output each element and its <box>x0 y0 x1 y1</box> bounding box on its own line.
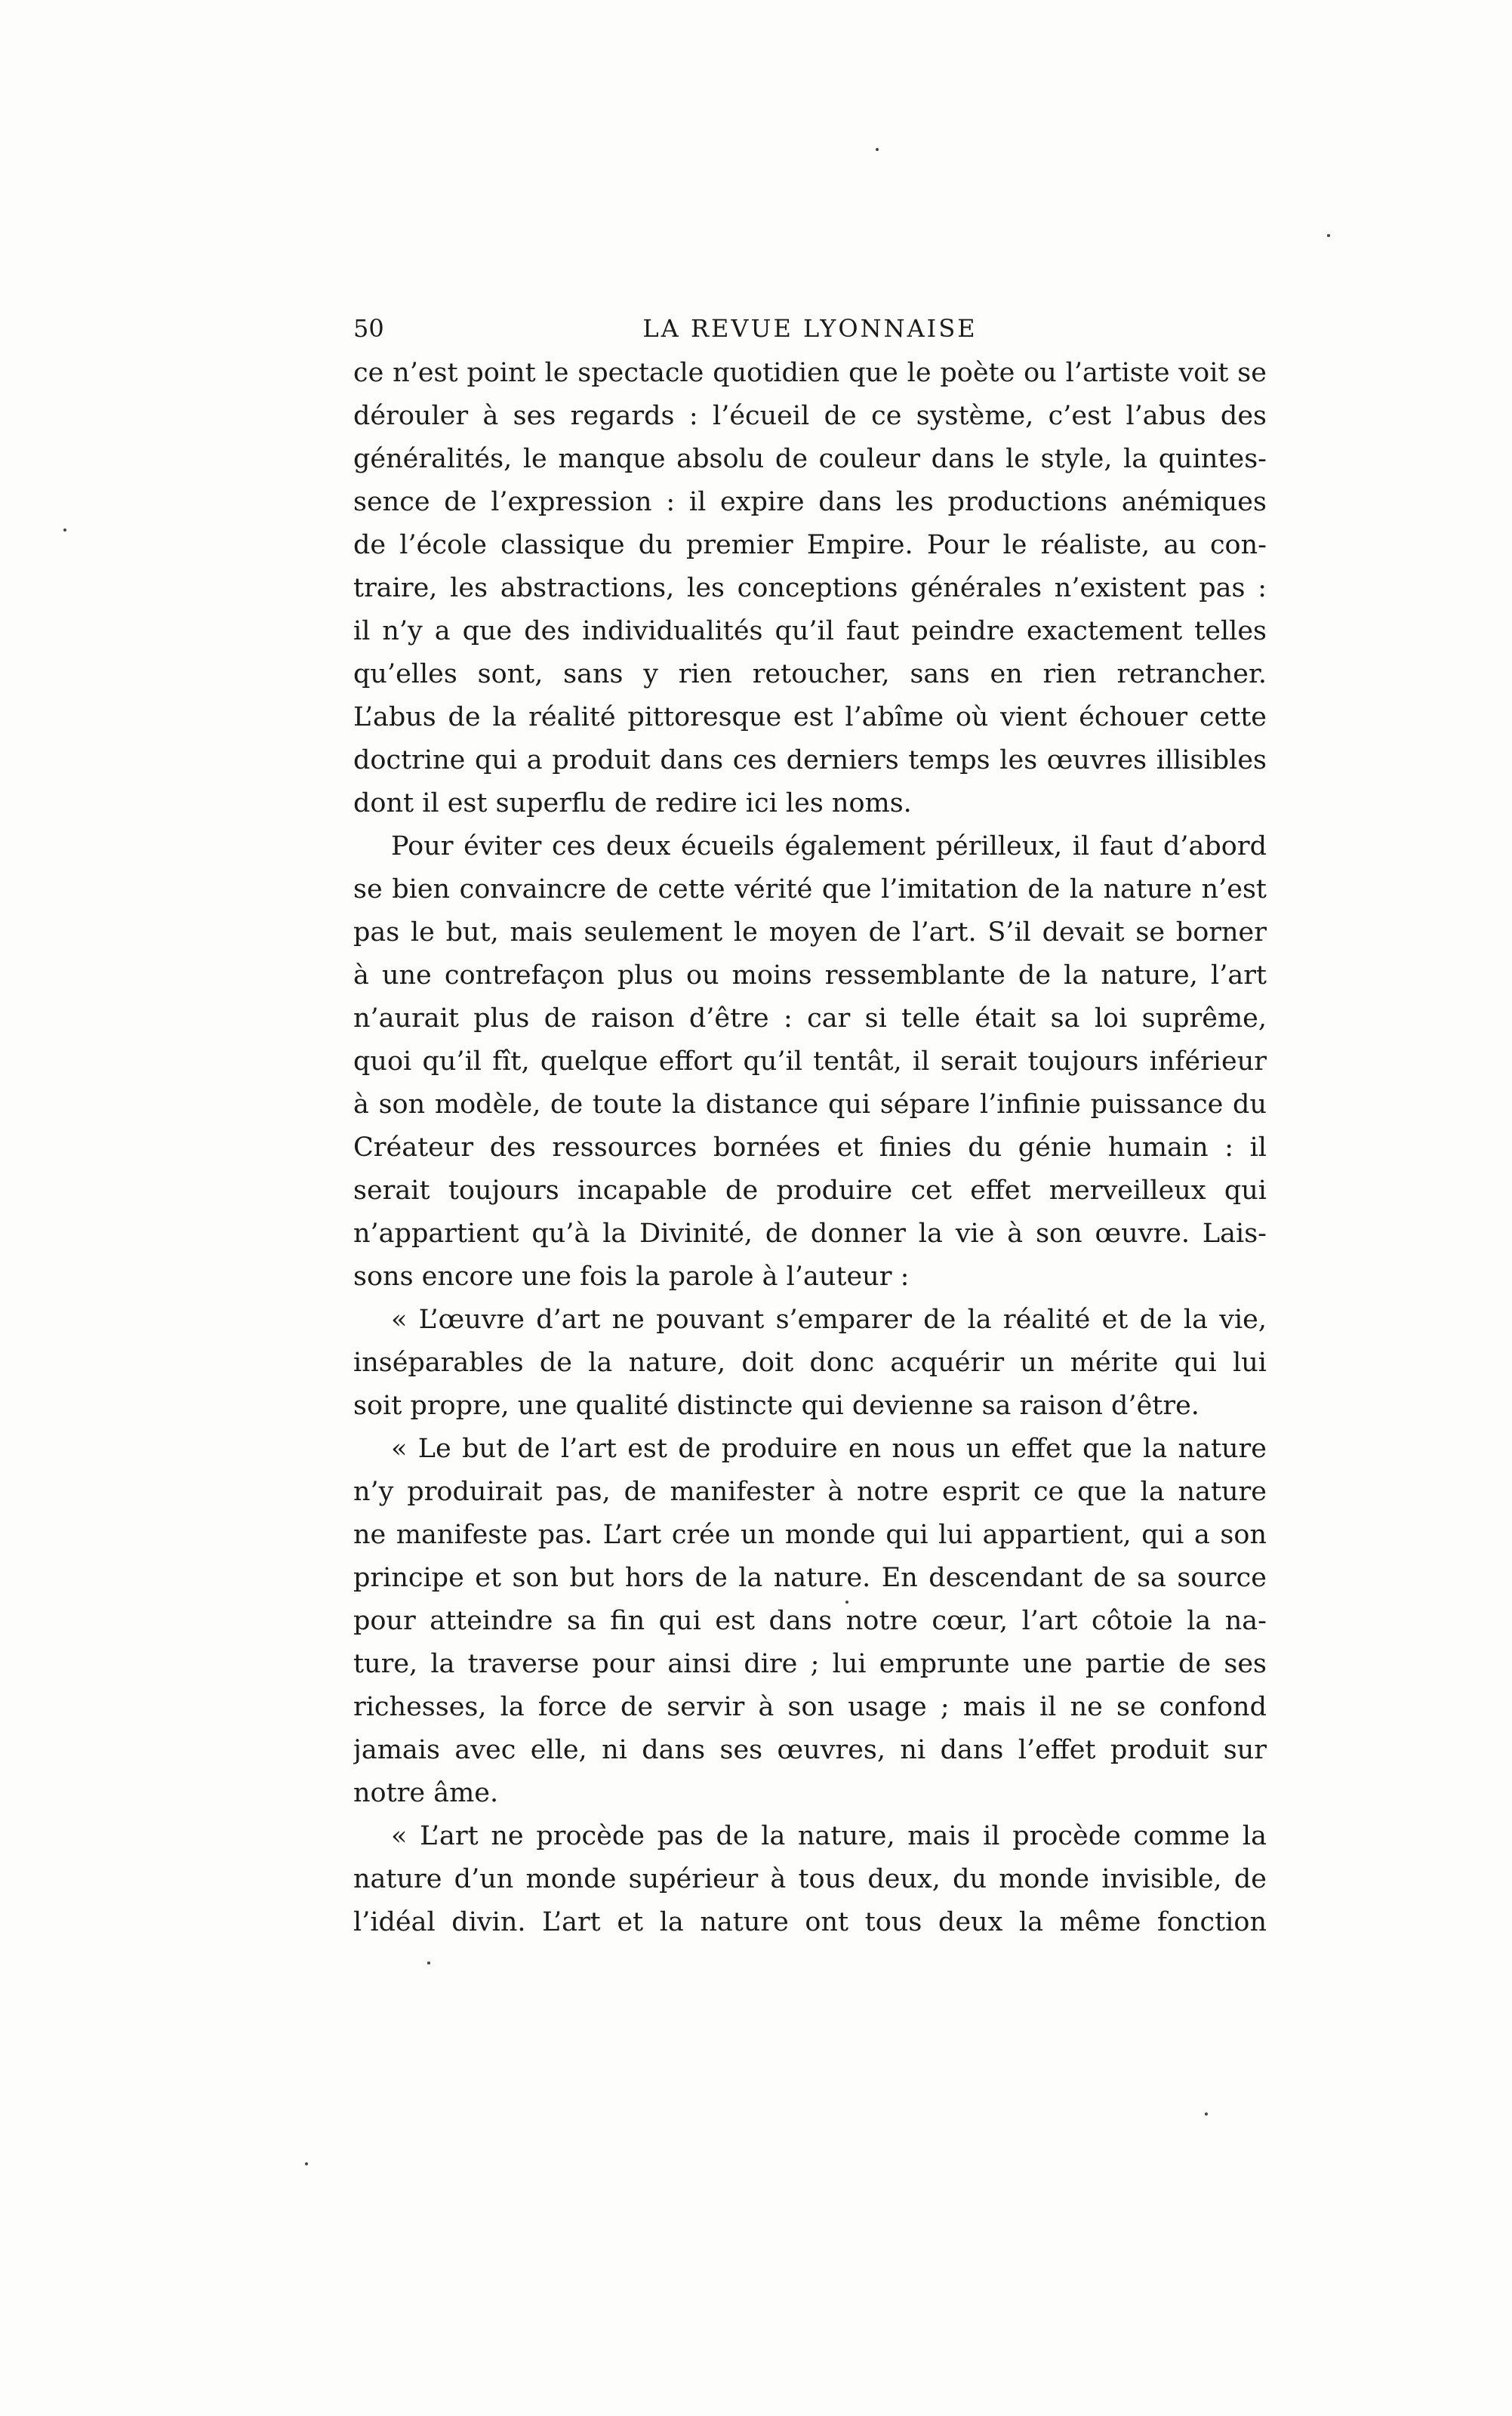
text-line: il n’y a que des individualités qu’il faut peindre exactement telles <box>353 616 1267 646</box>
text-line: ce n’est point le spectacle quotidien que le poète ou l’artiste voit se <box>353 358 1267 388</box>
paragraph <box>353 352 1267 825</box>
text-line: doctrine qui a produit dans ces derniers temps les œuvres illisibles <box>353 745 1267 775</box>
text-line: qu’elles sont, sans y rien retoucher, sans en rien retrancher. <box>353 659 1267 689</box>
ink-speck <box>1205 2112 1208 2116</box>
text-line: notre âme. <box>353 1778 499 1808</box>
text-line: ne manifeste pas. L’art crée un monde qui lui appartient, qui a son <box>353 1520 1267 1550</box>
text-line: « Le but de l’art est de produire en nous un effet que la nature <box>391 1434 1267 1464</box>
text-line: l’idéal divin. L’art et la nature ont tous deux la même fonction <box>353 1907 1267 1937</box>
paragraph <box>353 1815 1267 1944</box>
text-line: soit propre, une qualité distincte qui devienne sa raison d’être. <box>353 1391 1199 1421</box>
text-line: pour atteindre sa fin qui est dans notre cœur, l’art côtoie la na- <box>353 1606 1267 1636</box>
text-line: traire, les abstractions, les conceptions générales n’existent pas : <box>353 573 1267 603</box>
paragraph <box>353 825 1267 1299</box>
text-line: pas le but, mais seulement le moyen de l’art. S’il devait se borner <box>353 917 1267 948</box>
text-line: n’aurait plus de raison d’être : car si telle était sa loi suprême, <box>353 1003 1267 1034</box>
running-head <box>353 305 1267 352</box>
ink-speck <box>1327 234 1330 237</box>
text-line: Pour éviter ces deux écueils également périlleux, il faut d’abord <box>391 831 1267 861</box>
text-line: « L’art ne procède pas de la nature, mais il procède comme la <box>391 1821 1267 1851</box>
page-number: 50 <box>353 314 384 343</box>
text-line: L’abus de la réalité pittoresque est l’abîme où vient échouer cette <box>353 702 1267 732</box>
text-line: quoi qu’il fît, quelque effort qu’il tentât, il serait toujours inférieur <box>353 1046 1267 1077</box>
ink-speck <box>63 528 66 532</box>
text-line: n’y produirait pas, de manifester à notre esprit ce que la nature <box>353 1477 1267 1507</box>
text-line: sons encore une fois la parole à l’auteur : <box>353 1262 910 1292</box>
journal-title: LA REVUE LYONNAISE <box>642 314 978 343</box>
paragraph <box>353 1428 1267 1815</box>
text-line: inséparables de la nature, doit donc acquérir un mérite qui lui <box>353 1348 1267 1378</box>
text-line: « L’œuvre d’art ne pouvant s’emparer de la réalité et de la vie, <box>391 1305 1267 1335</box>
text-line: principe et son but hors de la nature. En descendant de sa source <box>353 1563 1267 1593</box>
text-line: généralités, le manque absolu de couleur dans le style, la quintes- <box>353 444 1267 474</box>
text-line: n’appartient qu’à la Divinité, de donner la vie à son œuvre. Lais- <box>353 1219 1267 1249</box>
ink-speck <box>876 148 879 151</box>
text-line: à son modèle, de toute la distance qui sépare l’infinie puissance du <box>353 1089 1267 1120</box>
text-line: richesses, la force de servir à son usage ; mais il ne se confond <box>353 1692 1267 1722</box>
text-line: nature d’un monde supérieur à tous deux, du monde invisible, de <box>353 1864 1267 1894</box>
text-line: à une contrefaçon plus ou moins ressemblante de la nature, l’art <box>353 960 1267 991</box>
text-line: dont il est superflu de redire ici les noms. <box>353 788 912 818</box>
ink-speck <box>305 2162 308 2165</box>
text-line: se bien convaincre de cette vérité que l’imitation de la nature n’est <box>353 874 1267 904</box>
text-line: Créateur des ressources bornées et finies du génie humain : il <box>353 1132 1267 1163</box>
ink-speck <box>427 1961 430 1965</box>
text-line: ture, la traverse pour ainsi dire ; lui emprunte une partie de ses <box>353 1649 1267 1679</box>
text-block <box>353 305 1267 1944</box>
text-line: dérouler à ses regards : l’écueil de ce système, c’est l’abus des <box>353 401 1267 431</box>
paragraph <box>353 1299 1267 1428</box>
text-line: sence de l’expression : il expire dans les productions anémiques <box>353 487 1267 517</box>
text-line: de l’école classique du premier Empire. Pour le réaliste, au con- <box>353 530 1267 560</box>
text-line: jamais avec elle, ni dans ses œuvres, ni dans l’effet produit sur <box>353 1735 1267 1765</box>
text-line: serait toujours incapable de produire cet effet merveilleux qui <box>353 1176 1267 1206</box>
